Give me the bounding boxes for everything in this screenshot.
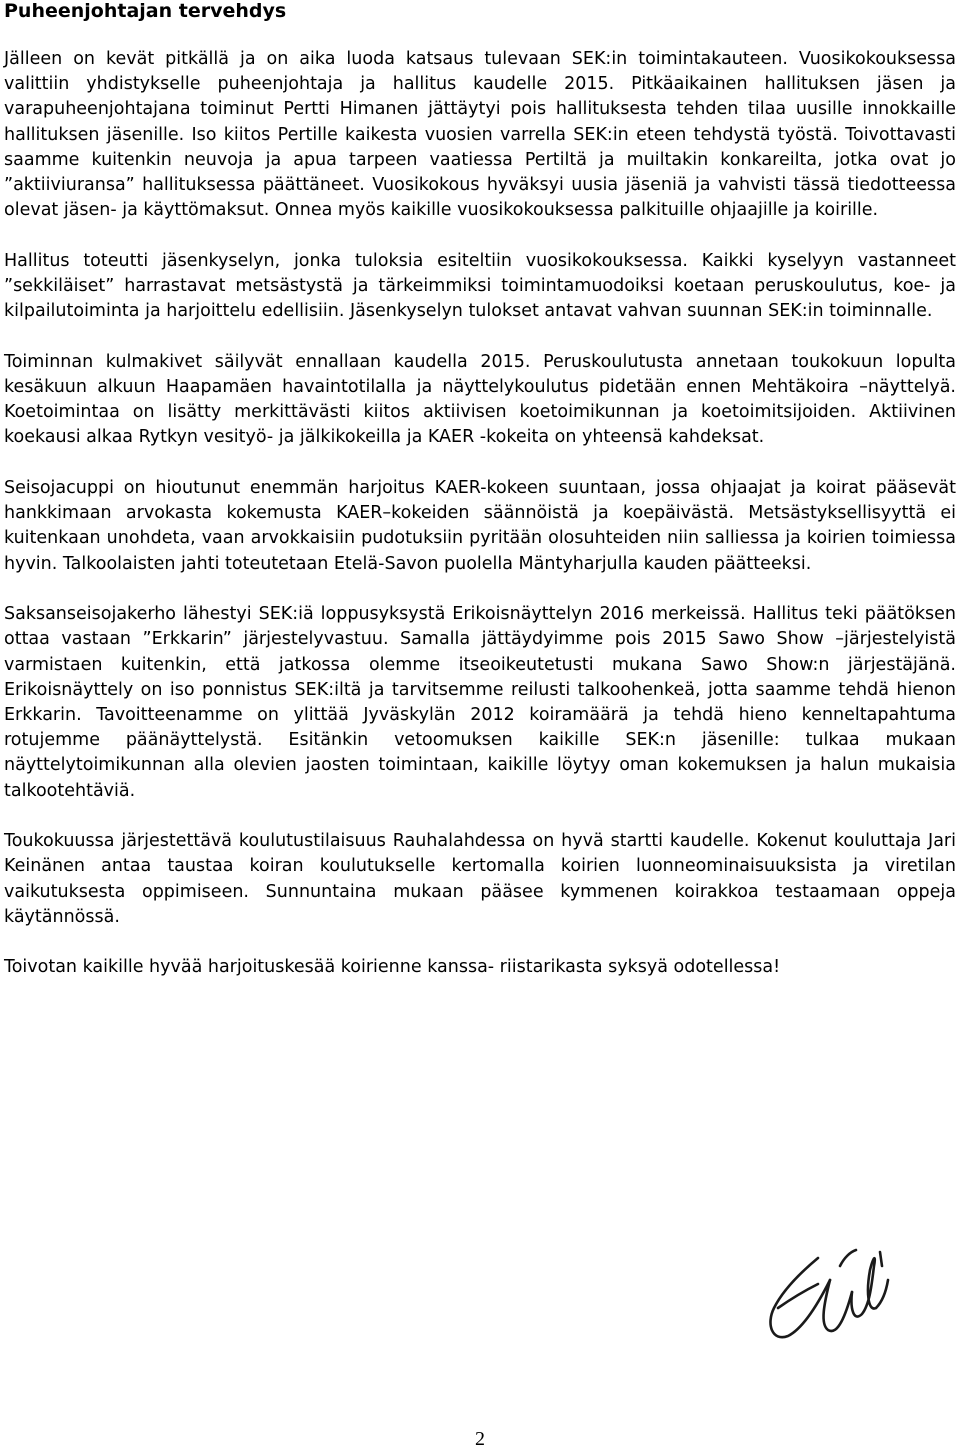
paragraph-intro: Jälleen on kevät pitkällä ja on aika luoda katsaus tulevaan SEK:in toimintakauteen. Vuosikokouksessa valittiin yhdistykselle puheenjohtaja ja hallitus kaudelle 2015. Pitkäaikainen hallituksen jäsen ja varapuheenjohtajana toiminut Pertti Himanen jättäytyi pois hallituksesta tehden tilaa uusille innokkaille hallituksen jäsenille. Iso kiitos Pertille kaikesta vuosien varrella SEK:in eteen tehdystä työstä. Toivottavasti saamme kuitenkin neuvoja ja apua tarpeen vaatiessa Pertiltä ja muiltakin konkareilta, jotka ovat jo ”aktiiviuransa” hallituksessa päättäneet. Vuosikokous hyväksyi uusia jäseniä ja vahvisti tässä tiedotteessa olevat jäsen- ja käyttömaksut. Onnea myös kaikille vuosikokouksessa palkituille ohjaajille ja koirille. <box>4 49 956 221</box>
paragraph-closing: Toivotan kaikille hyvää harjoituskesää koirienne kanssa- riistarikasta syksyä odotellessa! <box>4 957 781 978</box>
handwritten-signature-icon <box>748 1196 898 1396</box>
page-number: 2 <box>475 1428 485 1450</box>
page-title: Puheenjohtajan tervehdys <box>4 0 287 22</box>
paragraph-activities-2015: Toiminnan kulmakivet säilyvät ennallaan kaudella 2015. Peruskoulutusta annetaan toukokuun lopulta kesäkuun alkuun Haapamäen havaintotilalla ja näyttelykoulutus pidetään ennen Mehtäkoira –näyttelyä. Koetoimintaa on lisätty merkittävästi kiitos aktiivisen koetoimikunnan ja koetoimitsijoiden. Aktiivinen koekausi alkaa Rytkyn vesityö- ja jälkikokeilla ja KAER -kokeita on yhteensä kahdeksat. <box>4 351 956 448</box>
paragraph-erikoisnayttely: Saksanseisojakerho lähestyi SEK:iä loppusyksystä Erikoisnäyttelyn 2016 merkeissä. Hallitus teki päätöksen ottaa vastaan ”Erkkarin” järjestelyvastuu. Samalla jättäydyimme pois 2015 Sawo Show –järjestelyistä varmistaen kuitenkin, että jatkossa olemme itseoikeutetusti mukana Sawo Show:n järjestäjänä. Erikoisnäyttely on iso ponnistus SEK:iltä ja tarvitsemme reilusti talkoohenkeä, jotta saamme tehdä hienon Erkkarin. Tavoitteenamme on ylittää Jyväskylän 2012 koiramäärä ja tehdä hieno kenneltapahtuma rotujemme päänäyttelystä. Esitänkin vetoomuksen kaikille SEK:n jäsenille: tulkaa mukaan näyttelytoimikunnan alla olevien jaosten toimintaan, kaikille löytyy oman kokemuksen ja halun mukaisia talkootehtäviä. <box>4 604 956 801</box>
paragraph-training-event: Toukokuussa järjestettävä koulutustilaisuus Rauhalahdessa on hyvä startti kaudelle. Kokenut kouluttaja Jari Keinänen antaa taustaa koiran koulutukselle kertomalla koirien luonneominaisuuksista ja viretilan vaikutuksesta oppimiseen. Sunnuntaina mukaan pääsee kymmenen koirakkoa testaamaan oppeja käytännössä. <box>4 831 956 927</box>
paragraph-member-survey: Hallitus toteutti jäsenkyselyn, jonka tuloksia esiteltiin vuosikokouksessa. Kaikki kyselyyn vastanneet ”sekkiläiset” harrastavat metsästystä ja tärkeimmiksi toimintamuodoiksi koetaan peruskoulutus, koe- ja kilpailutoiminta ja harjoittelu edellisiin. Jäsenkyselyn tulokset antavat vahvan suunnan SEK:in toiminnalle. <box>4 250 956 322</box>
document-page <box>4 0 956 981</box>
paragraph-seisojacuppi: Seisojacuppi on hioutunut enemmän harjoitus KAER-kokeen suuntaan, jossa ohjaajat ja koirat pääsevät hankkimaan arvokasta kokemusta KAER–kokeiden säännöistä ja koepäivästä. Metsästyksellisyyttä ei kuitenkaan unohdeta, vaan arvokkaisiin pudotuksiin pyritään olosuhteiden niin salliessa ja koirien toimiessa hyvin. Talkoolaisten jahti toteutetaan Etelä-Savon puolella Mäntyharjulla kauden päätteeksi. <box>4 478 956 574</box>
